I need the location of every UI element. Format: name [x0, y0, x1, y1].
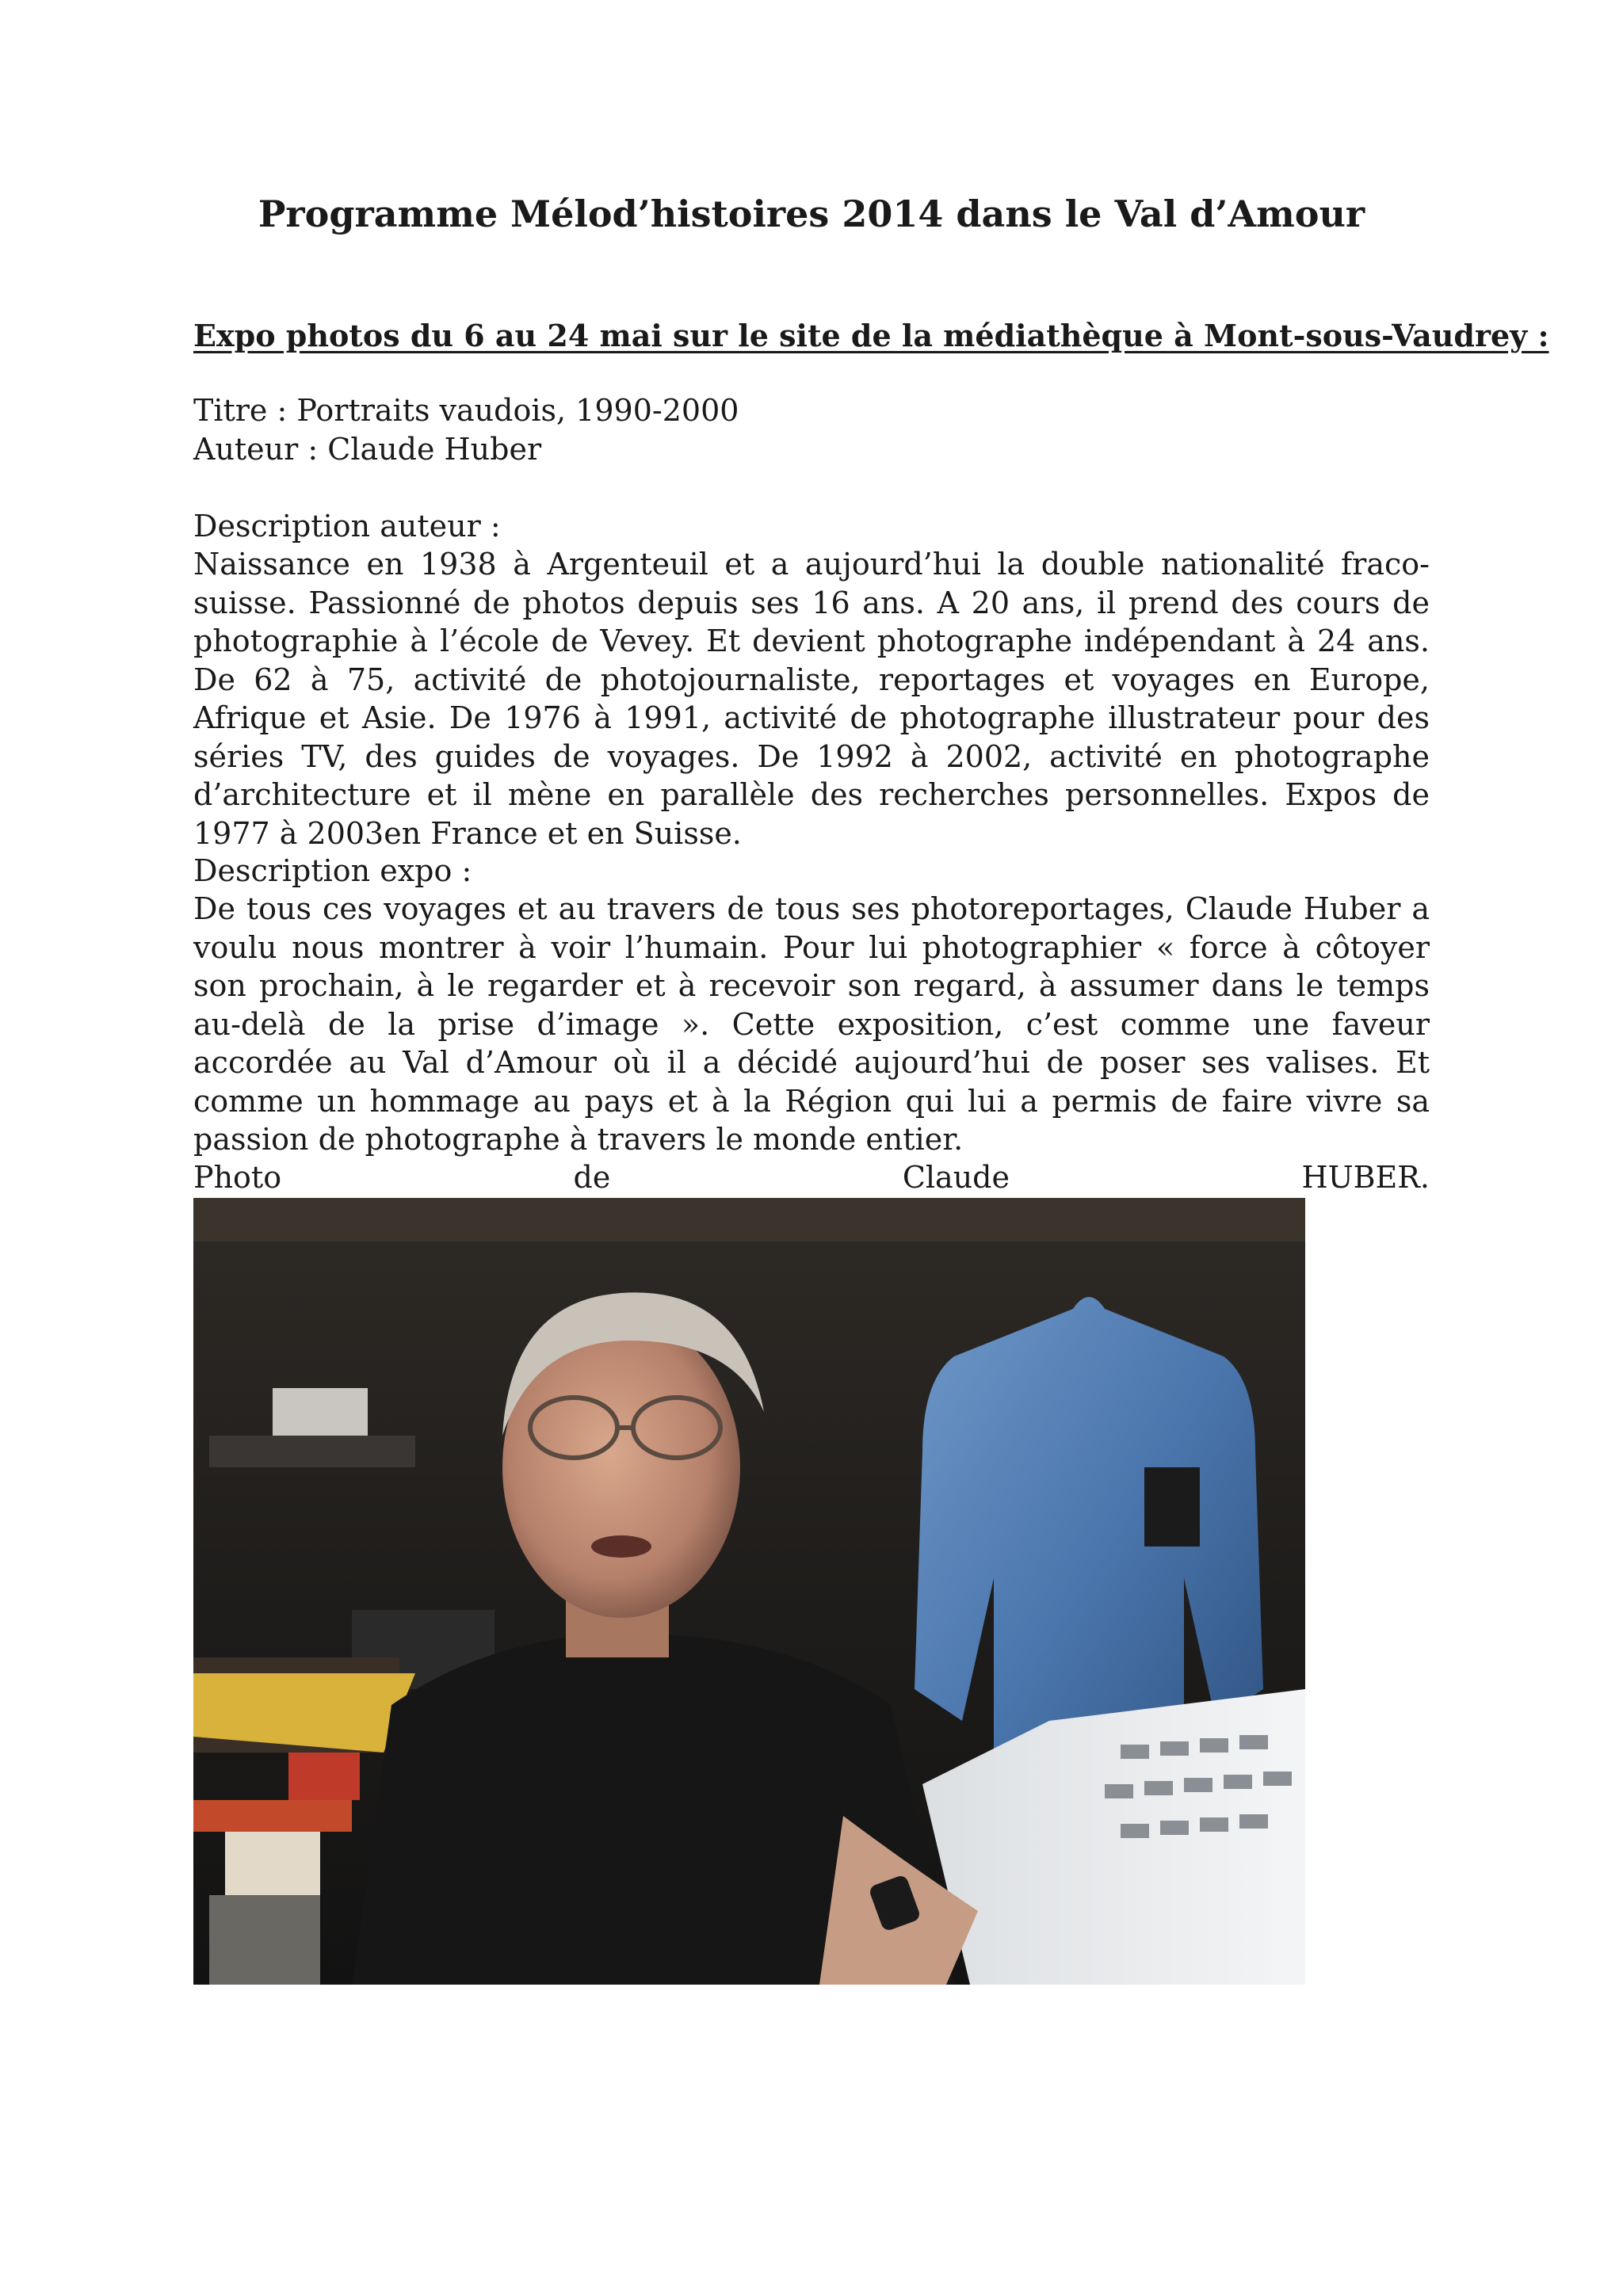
description-expo-label: Description expo : — [193, 853, 472, 888]
description-auteur-text: Naissance en 1938 à Argenteuil et a aujourd’hui la double nationalité fraco-suisse. Passionné de photos depuis ses 16 ans. A 20 ans, il prend des cours de photographie à l’école de Vevey. Et devient photographe indépendant à 24 ans. De 62 à 75, activité de photojournaliste, reportages et voyages en Europe, Afrique et Asie. De 1976 à 1991, activité de photographe illustrateur pour des séries TV, des guides de voyages. De 1992 à 2002, activité en photographe d’architecture et il mène en parallèle des recherches personnelles. Expos de 1977 à 2003en France et en Suisse. — [193, 547, 1430, 851]
description-expo-text: De tous ces voyages et au travers de tous ses photoreportages, Claude Huber a voulu nous montrer à voir l’humain. Pour lui photographier « force à côtoyer son prochain, à le regarder et à recevoir son regard, à assumer dans le temps au-delà de la prise d’image ». Cette exposition, c’est comme une faveur accordée au Val d’Amour où il a décidé aujourd’hui de poser ses valises. Et comme un hommage au pays et à la Région qui lui a permis de faire vivre sa passion de photographe à travers le monde entier. — [193, 891, 1430, 1157]
titre-line: Titre : Portraits vaudois, 1990-2000 — [193, 393, 739, 428]
photo-credit-word: de — [573, 1160, 611, 1195]
expo-heading: Expo photos du 6 au 24 mai sur le site de la médiathèque à Mont-sous-Vaudrey : — [193, 318, 1549, 353]
description-auteur-label: Description auteur : — [193, 509, 501, 543]
portrait-photo — [193, 1198, 1305, 1985]
photo-credit-word: Claude — [902, 1160, 1010, 1195]
photo-credit-word: HUBER. — [1301, 1160, 1430, 1195]
photo-credit-word: Photo — [193, 1160, 282, 1195]
portrait-photo-illustration — [193, 1198, 1305, 1985]
photo-credit — [193, 1158, 1430, 1196]
document-title: Programme Mélod’histoires 2014 dans le Val d’Amour — [258, 193, 1365, 235]
auteur-line: Auteur : Claude Huber — [193, 432, 542, 467]
